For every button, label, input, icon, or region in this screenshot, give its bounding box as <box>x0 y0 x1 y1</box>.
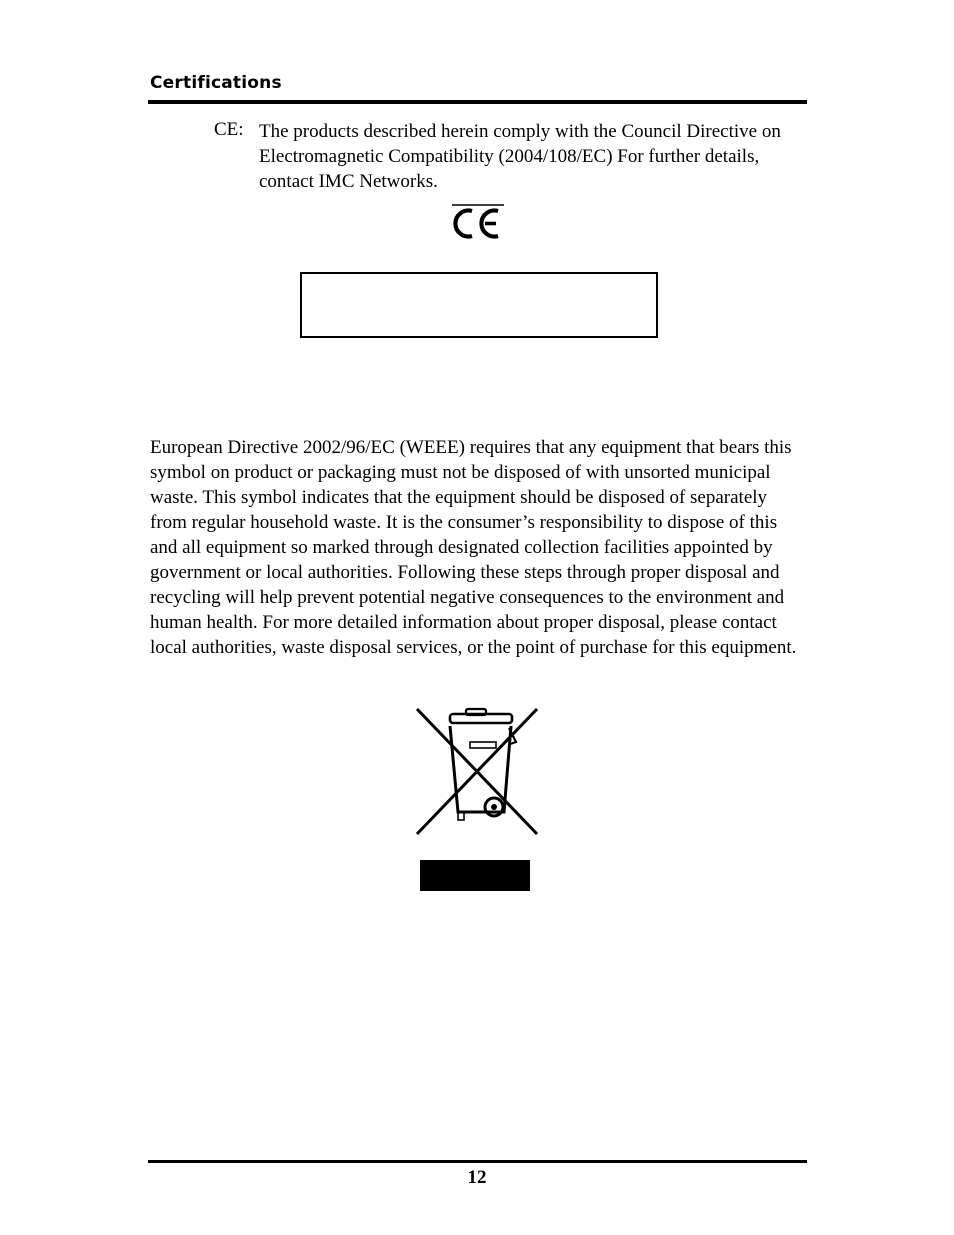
ce-compliance-text: The products described herein comply with the Council Directive on Electromagnetic Compatibility (2004/108/EC) For further details, contact IMC Networks. <box>259 121 781 192</box>
weee-underline-bar <box>420 860 530 891</box>
ce-mark-icon <box>452 203 504 239</box>
header-rule <box>148 100 807 104</box>
weee-directive-text: European Directive 2002/96/EC (WEEE) requires that any equipment that bears this symbol on product or packaging must not be disposed of with unsorted municipal waste. This symbol indicates that the equipment should be disposed of separately from regular household waste. It is the consumer’s responsibility to dispose of this and all equipment so marked through designated collection facilities appointed by government or local authorities. Following these steps through proper disposal and recycling will help prevent potential negative consequences to the environment and human health. For more detailed information about proper disposal, please contact local authorities, waste disposal services, or the point of purchase for this equipment. <box>150 437 797 658</box>
crossed-out-wheelie-bin-icon <box>414 706 540 838</box>
section-title: Certifications <box>150 73 282 93</box>
footer-rule <box>148 1160 807 1163</box>
blank-box <box>300 272 658 338</box>
ce-label: CE: <box>214 119 244 140</box>
page-number: 12 <box>467 1167 487 1188</box>
